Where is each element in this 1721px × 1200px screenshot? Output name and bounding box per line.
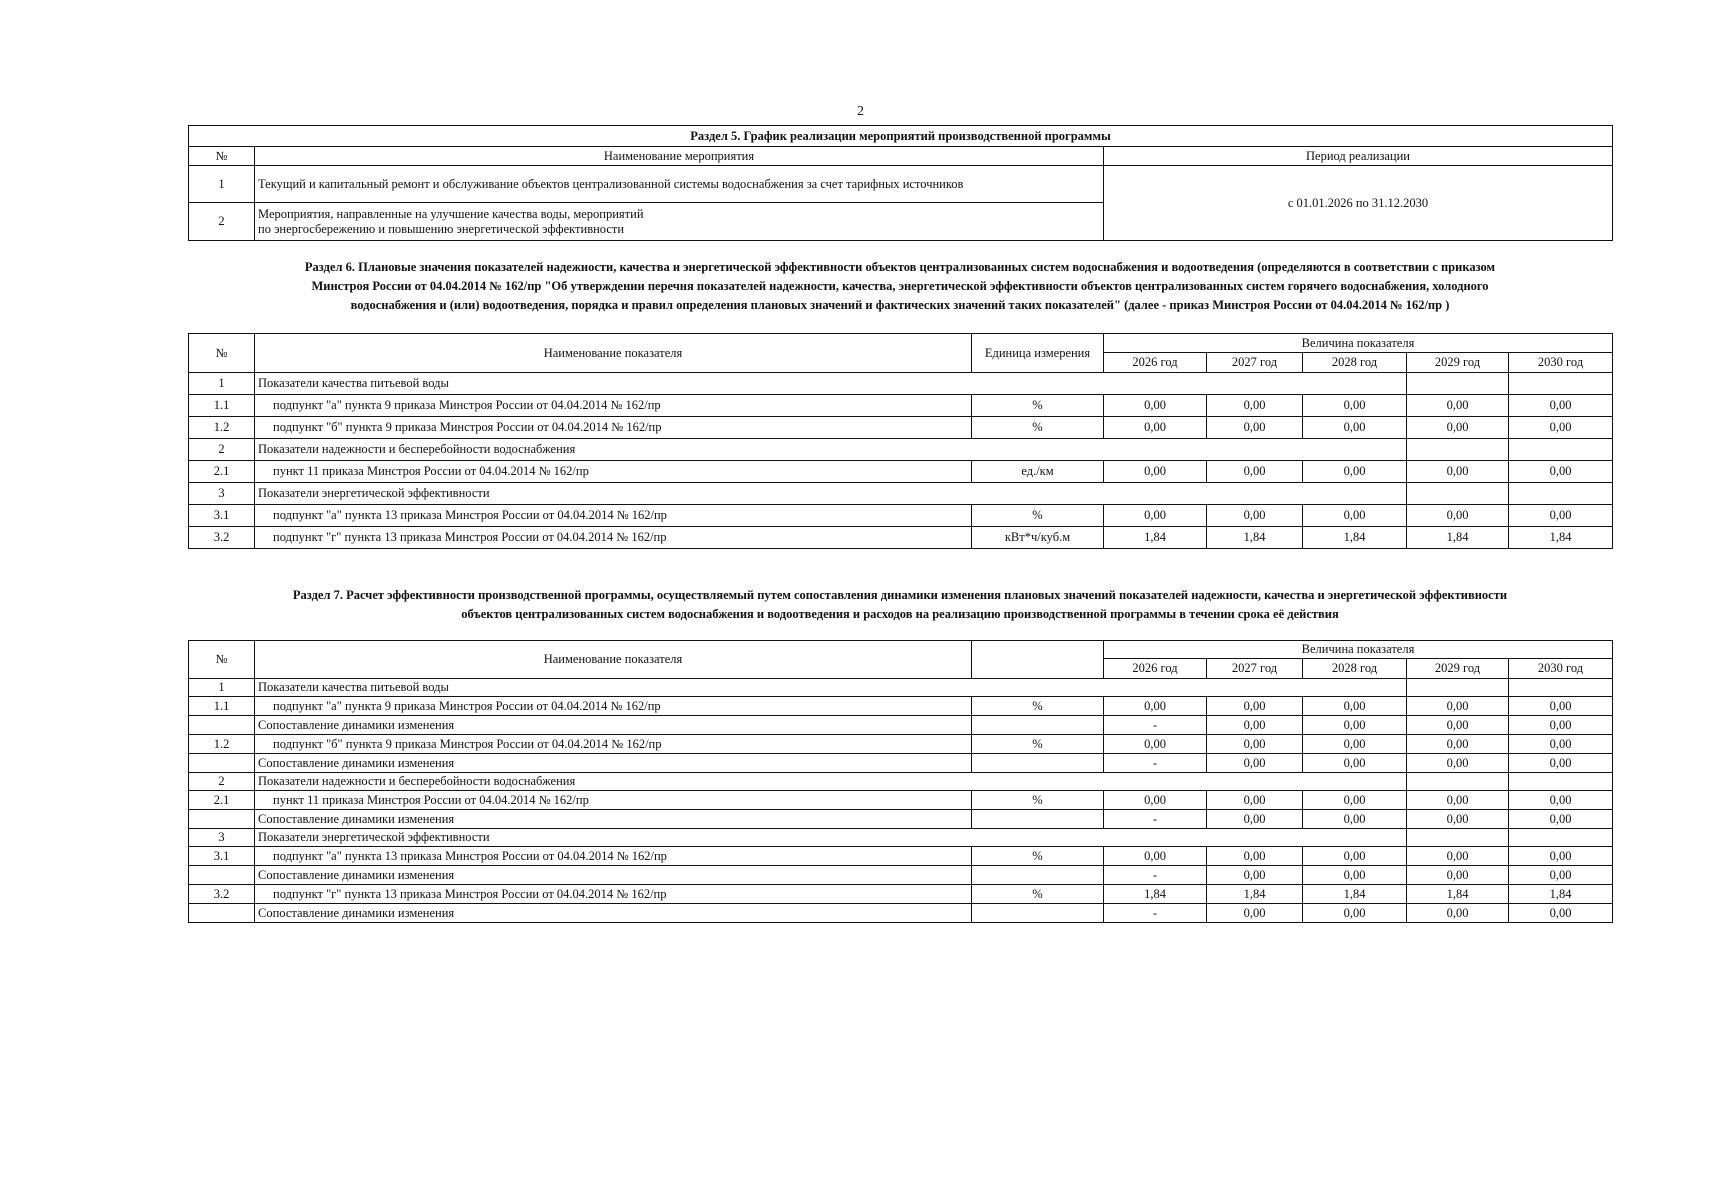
row-unit: % (972, 791, 1104, 810)
row-value: 0,00 (1407, 735, 1509, 754)
row-value: 0,00 (1407, 395, 1509, 417)
section7-header-year: 2027 год (1207, 659, 1303, 679)
section6-header-year: 2027 год (1207, 353, 1303, 373)
section5-row-name-line: Мероприятия, направленные на улучшение качества воды, мероприятий (258, 206, 644, 221)
empty-cell (1407, 679, 1509, 697)
table-row (189, 527, 1613, 549)
row-value: - (1104, 866, 1207, 885)
row-value: 0,00 (1303, 461, 1407, 483)
row-value: 0,00 (1407, 461, 1509, 483)
row-value: 0,00 (1407, 697, 1509, 716)
row-num: 3.2 (189, 527, 255, 549)
empty-cell (1407, 773, 1509, 791)
section7-title-line: Раздел 7. Расчет эффективности производственной программы, осуществляемый путем сопоставления динамики изменения плановых значений показателей надежности, качества и энергетической эффективности (292, 588, 1508, 602)
row-value: 0,00 (1104, 791, 1207, 810)
row-value: 0,00 (1303, 847, 1407, 866)
empty-cell (1509, 373, 1613, 395)
row-value: 0,00 (1407, 417, 1509, 439)
row-unit: % (972, 885, 1104, 904)
row-name: подпункт "а" пункта 9 приказа Минстроя России от 04.04.2014 № 162/пр (255, 697, 972, 716)
section6-header-num: № (189, 334, 255, 373)
row-num: 1.1 (189, 395, 255, 417)
section5-row-num: 1 (189, 166, 255, 203)
row-value: 0,00 (1207, 716, 1303, 735)
row-name: Сопоставление динамики изменения (255, 810, 972, 829)
section7-header-year: 2030 год (1509, 659, 1613, 679)
empty-cell (1509, 483, 1613, 505)
row-value: 0,00 (1509, 716, 1613, 735)
row-name: Сопоставление динамики изменения (255, 866, 972, 885)
row-unit: % (972, 417, 1104, 439)
row-num: 2 (189, 439, 255, 461)
section7-title (200, 586, 1600, 624)
section6-header-year: 2026 год (1104, 353, 1207, 373)
section5-row-num: 2 (189, 203, 255, 241)
section6-title-line: Минстроя России от 04.04.2014 № 162/пр "Об утверждении перечня показателей надежности, качества, энергетической эффективности объектов централизованных систем горячего водоснабжения, холодного (311, 279, 1489, 293)
section7-header-name: Наименование показателя (255, 641, 972, 679)
row-value: 1,84 (1104, 885, 1207, 904)
row-value: 0,00 (1509, 395, 1613, 417)
section5-row-name (255, 203, 1104, 241)
row-value: 0,00 (1509, 735, 1613, 754)
section6-header-year: 2030 год (1509, 353, 1613, 373)
row-num: 2.1 (189, 461, 255, 483)
section5-header-period: Период реализации (1104, 147, 1613, 166)
section5-header-name: Наименование мероприятия (255, 147, 1104, 166)
row-group-name: Показатели надежности и бесперебойности водоснабжения (255, 439, 1407, 461)
row-num: 2.1 (189, 791, 255, 810)
section7-header-num: № (189, 641, 255, 679)
section5-table (188, 125, 1613, 241)
row-value: 0,00 (1509, 904, 1613, 923)
section6-header-year: 2029 год (1407, 353, 1509, 373)
table-row (189, 754, 1613, 773)
row-num (189, 716, 255, 735)
row-value: 0,00 (1104, 505, 1207, 527)
row-value: 0,00 (1207, 791, 1303, 810)
section6-title-line: Раздел 6. Плановые значения показателей надежности, качества и энергетической эффективности объектов централизованных систем водоснабжения и водоотведения (определяются в соответствии с приказом (304, 260, 1496, 274)
row-unit: ед./км (972, 461, 1104, 483)
row-value: 0,00 (1407, 866, 1509, 885)
row-value: 0,00 (1207, 754, 1303, 773)
section7-title-line: объектов централизованных систем водоснабжения и водоотведения и расходов на реализацию производственной программы в течении срока её действия (461, 607, 1339, 621)
row-unit (972, 716, 1104, 735)
row-value: 0,00 (1407, 810, 1509, 829)
table-row (189, 373, 1613, 395)
row-value: 0,00 (1207, 505, 1303, 527)
row-value: 1,84 (1207, 885, 1303, 904)
row-value: 0,00 (1509, 461, 1613, 483)
row-value: 0,00 (1104, 395, 1207, 417)
table-row (189, 885, 1613, 904)
row-value: 0,00 (1407, 754, 1509, 773)
row-value: 0,00 (1303, 754, 1407, 773)
table-row (189, 791, 1613, 810)
row-value: 0,00 (1303, 716, 1407, 735)
row-name: подпункт "б" пункта 9 приказа Минстроя России от 04.04.2014 № 162/пр (255, 735, 972, 754)
row-unit (972, 810, 1104, 829)
row-value: 0,00 (1407, 847, 1509, 866)
row-group-name: Показатели энергетической эффективности (255, 829, 1407, 847)
row-value: 0,00 (1104, 735, 1207, 754)
row-value: 0,00 (1207, 810, 1303, 829)
row-value: 0,00 (1509, 866, 1613, 885)
row-unit: % (972, 395, 1104, 417)
section6-table (188, 333, 1613, 549)
row-value: 0,00 (1104, 847, 1207, 866)
row-name: подпункт "а" пункта 13 приказа Минстроя России от 04.04.2014 № 162/пр (255, 505, 972, 527)
row-value: 0,00 (1407, 791, 1509, 810)
row-value: - (1104, 904, 1207, 923)
row-num: 1.2 (189, 417, 255, 439)
empty-cell (1509, 773, 1613, 791)
row-name: подпункт "а" пункта 9 приказа Минстроя России от 04.04.2014 № 162/пр (255, 395, 972, 417)
row-num: 3 (189, 483, 255, 505)
row-value: 0,00 (1303, 395, 1407, 417)
row-value: 1,84 (1509, 527, 1613, 549)
row-group-name: Показатели качества питьевой воды (255, 373, 1407, 395)
row-value: 0,00 (1303, 735, 1407, 754)
row-name: подпункт "г" пункта 13 приказа Минстроя России от 04.04.2014 № 162/пр (255, 885, 972, 904)
row-value: - (1104, 754, 1207, 773)
empty-cell (1509, 829, 1613, 847)
empty-cell (1509, 439, 1613, 461)
table-row (189, 716, 1613, 735)
row-value: 0,00 (1104, 461, 1207, 483)
row-value: 0,00 (1207, 395, 1303, 417)
row-value: 0,00 (1407, 716, 1509, 735)
table-row (189, 810, 1613, 829)
row-group-name: Показатели энергетической эффективности (255, 483, 1407, 505)
row-value: 0,00 (1303, 904, 1407, 923)
row-value: 1,84 (1407, 527, 1509, 549)
table-row (189, 417, 1613, 439)
row-value: 0,00 (1207, 417, 1303, 439)
row-group-name: Показатели надежности и бесперебойности водоснабжения (255, 773, 1407, 791)
row-num: 1.2 (189, 735, 255, 754)
row-num: 1 (189, 679, 255, 697)
empty-cell (1509, 679, 1613, 697)
row-value: 0,00 (1509, 505, 1613, 527)
row-value: 0,00 (1509, 417, 1613, 439)
row-value: 0,00 (1104, 697, 1207, 716)
row-value: 0,00 (1509, 697, 1613, 716)
row-value: 0,00 (1509, 754, 1613, 773)
table-row (189, 439, 1613, 461)
row-name: подпункт "б" пункта 9 приказа Минстроя России от 04.04.2014 № 162/пр (255, 417, 972, 439)
row-value: 0,00 (1303, 791, 1407, 810)
row-unit (972, 754, 1104, 773)
row-num: 1.1 (189, 697, 255, 716)
row-value: 1,84 (1303, 527, 1407, 549)
table-row (189, 866, 1613, 885)
row-name: пункт 11 приказа Минстроя России от 04.04.2014 № 162/пр (255, 461, 972, 483)
table-row (189, 505, 1613, 527)
section7-header-value: Величина показателя (1104, 641, 1613, 659)
section6-header-name: Наименование показателя (255, 334, 972, 373)
row-value: - (1104, 810, 1207, 829)
section7-header-unit (972, 641, 1104, 679)
table-row (189, 679, 1613, 697)
row-value: 0,00 (1303, 810, 1407, 829)
row-value: 0,00 (1207, 847, 1303, 866)
row-num: 3 (189, 829, 255, 847)
row-value: 0,00 (1207, 735, 1303, 754)
row-value: 0,00 (1303, 417, 1407, 439)
row-value: 0,00 (1407, 505, 1509, 527)
row-num: 2 (189, 773, 255, 791)
table-row (189, 483, 1613, 505)
section5-period-value: с 01.01.2026 по 31.12.2030 (1104, 166, 1613, 241)
table-row (189, 395, 1613, 417)
row-name: Сопоставление динамики изменения (255, 754, 972, 773)
row-num (189, 866, 255, 885)
empty-cell (1407, 439, 1509, 461)
row-unit (972, 866, 1104, 885)
table-row (189, 847, 1613, 866)
row-group-name: Показатели качества питьевой воды (255, 679, 1407, 697)
table-row (189, 904, 1613, 923)
section6-header-value: Величина показателя (1104, 334, 1613, 353)
section5-row-name: Текущий и капитальный ремонт и обслуживание объектов централизованной системы водоснабжения за счет тарифных источников (255, 166, 1104, 203)
row-name: Сопоставление динамики изменения (255, 716, 972, 735)
table-row (189, 773, 1613, 791)
row-value: 0,00 (1303, 866, 1407, 885)
row-value: 0,00 (1509, 847, 1613, 866)
section5-row-name-line: по энергосбережению и повышению энергетической эффективности (258, 221, 625, 236)
row-value: 0,00 (1303, 697, 1407, 716)
row-num (189, 754, 255, 773)
row-value: 0,00 (1207, 904, 1303, 923)
row-value: 0,00 (1407, 904, 1509, 923)
section6-header-year: 2028 год (1303, 353, 1407, 373)
row-num: 3.1 (189, 505, 255, 527)
row-value: 0,00 (1509, 791, 1613, 810)
section5-header-num: № (189, 147, 255, 166)
empty-cell (1407, 829, 1509, 847)
table-row (189, 735, 1613, 754)
row-value: 0,00 (1104, 417, 1207, 439)
row-num: 1 (189, 373, 255, 395)
row-value: 1,84 (1509, 885, 1613, 904)
row-name: подпункт "а" пункта 13 приказа Минстроя России от 04.04.2014 № 162/пр (255, 847, 972, 866)
section6-header-unit: Единица измерения (972, 334, 1104, 373)
row-num: 3.2 (189, 885, 255, 904)
row-unit: кВт*ч/куб.м (972, 527, 1104, 549)
section6-title (200, 258, 1600, 315)
row-value: - (1104, 716, 1207, 735)
page-number: 2 (857, 104, 864, 119)
table-row (189, 461, 1613, 483)
row-value: 0,00 (1509, 810, 1613, 829)
section6-title-line: водоснабжения и (или) водоотведения, порядка и правил определения плановых значений и фактических значений таких показателей" (далее - приказ Минстроя России от 04.04.2014 № 162/пр ) (350, 298, 1450, 312)
table-row (189, 829, 1613, 847)
section7-header-year: 2029 год (1407, 659, 1509, 679)
empty-cell (1407, 373, 1509, 395)
row-unit: % (972, 697, 1104, 716)
row-name: подпункт "г" пункта 13 приказа Минстроя России от 04.04.2014 № 162/пр (255, 527, 972, 549)
row-value: 1,84 (1303, 885, 1407, 904)
row-num (189, 904, 255, 923)
row-value: 1,84 (1407, 885, 1509, 904)
section7-header-year: 2028 год (1303, 659, 1407, 679)
row-num (189, 810, 255, 829)
row-value: 1,84 (1104, 527, 1207, 549)
row-unit: % (972, 735, 1104, 754)
section5-title: Раздел 5. График реализации мероприятий производственной программы (189, 126, 1613, 147)
row-name: Сопоставление динамики изменения (255, 904, 972, 923)
row-value: 0,00 (1303, 505, 1407, 527)
row-unit (972, 904, 1104, 923)
row-value: 1,84 (1207, 527, 1303, 549)
row-value: 0,00 (1207, 461, 1303, 483)
section7-header-year: 2026 год (1104, 659, 1207, 679)
row-unit: % (972, 847, 1104, 866)
row-name: пункт 11 приказа Минстроя России от 04.04.2014 № 162/пр (255, 791, 972, 810)
row-value: 0,00 (1207, 697, 1303, 716)
section7-table (188, 640, 1613, 923)
empty-cell (1407, 483, 1509, 505)
row-value: 0,00 (1207, 866, 1303, 885)
table-row (189, 697, 1613, 716)
row-unit: % (972, 505, 1104, 527)
row-num: 3.1 (189, 847, 255, 866)
